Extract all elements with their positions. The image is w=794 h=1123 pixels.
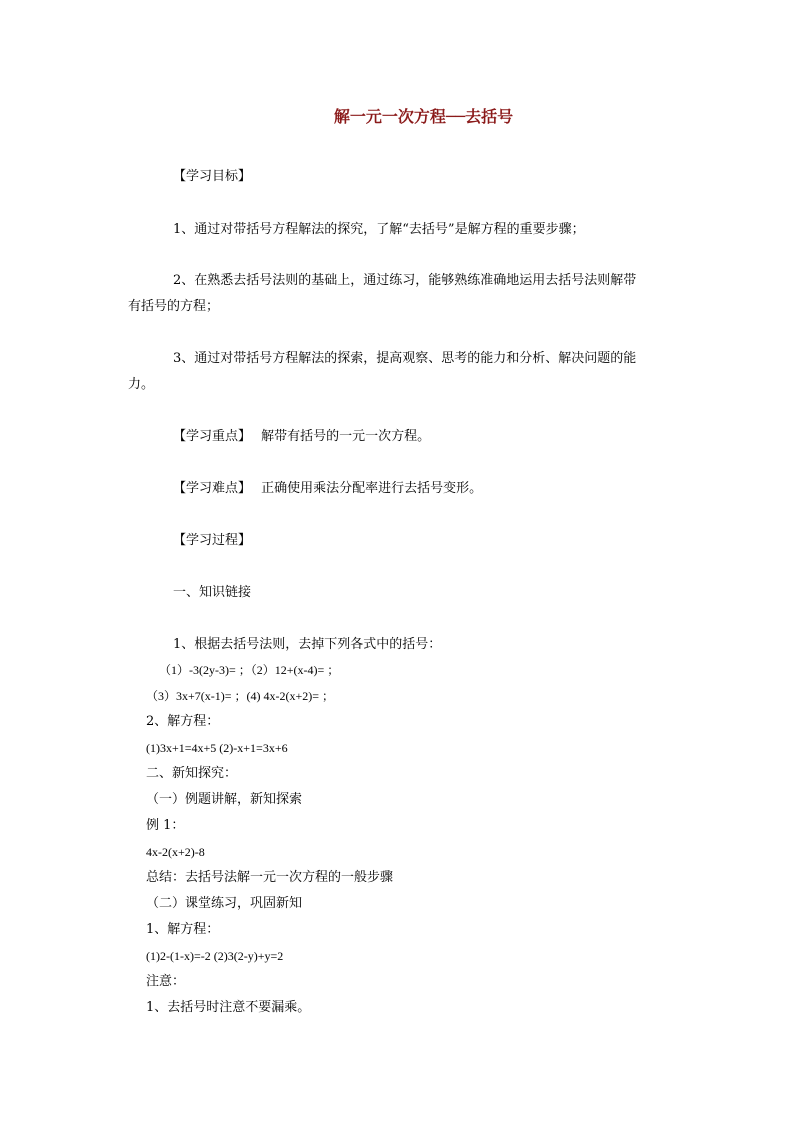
page-title: 解一元一次方程──去括号 bbox=[333, 107, 514, 126]
key-point-row bbox=[173, 427, 430, 447]
section-1-heading: 一、知识链接 bbox=[173, 585, 252, 600]
example-expression: 4x-2(x+2)-8 bbox=[146, 845, 205, 859]
objective-1: 1、通过对带括号方程解法的探究，了解“去括号”是解方程的重要步骤； bbox=[173, 222, 585, 237]
note-1: 1、去括号时注意不要漏乘。 bbox=[146, 1000, 311, 1015]
item-2: 2、解方程： bbox=[146, 714, 220, 729]
example-label: 例 1： bbox=[146, 818, 185, 833]
section-2-heading: 二、新知探究： bbox=[146, 766, 238, 781]
item-1: 1、根据去括号法则，去掉下列各式中的括号： bbox=[173, 637, 442, 652]
item-1-expressions-a: （1）-3(2y-3)= ；（2）12+(x-4)= ； bbox=[159, 663, 340, 677]
objectives-heading: 【学习目标】 bbox=[173, 169, 252, 184]
objective-2-line-1: 2、在熟悉去括号法则的基础上，通过练习，能够熟练准确地运用去括号法则解带 bbox=[173, 273, 637, 288]
summary: 总结：去括号法解一元一次方程的一般步骤 bbox=[146, 870, 394, 885]
objective-3-line-1: 3、通过对带括号方程解法的探索，提高观察、思考的能力和分析、解决问题的能 bbox=[173, 351, 637, 366]
practice-expressions: (1)2-(1-x)=-2 (2)3(2-y)+y=2 bbox=[146, 949, 284, 963]
key-point-text: 解带有括号的一元一次方程。 bbox=[261, 429, 431, 444]
item-1-expressions-b: （3）3x+7(x-1)= ；(4) 4x-2(x+2)= ； bbox=[146, 689, 335, 703]
key-point-label: 【学习重点】 bbox=[173, 429, 252, 444]
note-label: 注意： bbox=[146, 974, 186, 989]
difficulty-label: 【学习难点】 bbox=[173, 481, 252, 496]
practice-label: 1、解方程： bbox=[146, 922, 220, 937]
item-2-expressions: (1)3x+1=4x+5 (2)-x+1=3x+6 bbox=[146, 741, 288, 755]
objective-3-line-2: 力。 bbox=[128, 377, 155, 392]
objective-2-line-2: 有括号的方程； bbox=[128, 299, 220, 314]
subsection-1-heading: （一）例题讲解，新知探索 bbox=[146, 792, 303, 807]
process-heading: 【学习过程】 bbox=[173, 533, 252, 548]
subsection-2-heading: （二）课堂练习，巩固新知 bbox=[146, 896, 303, 911]
difficulty-text: 正确使用乘法分配率进行去括号变形。 bbox=[261, 481, 483, 496]
difficulty-row bbox=[173, 479, 482, 499]
